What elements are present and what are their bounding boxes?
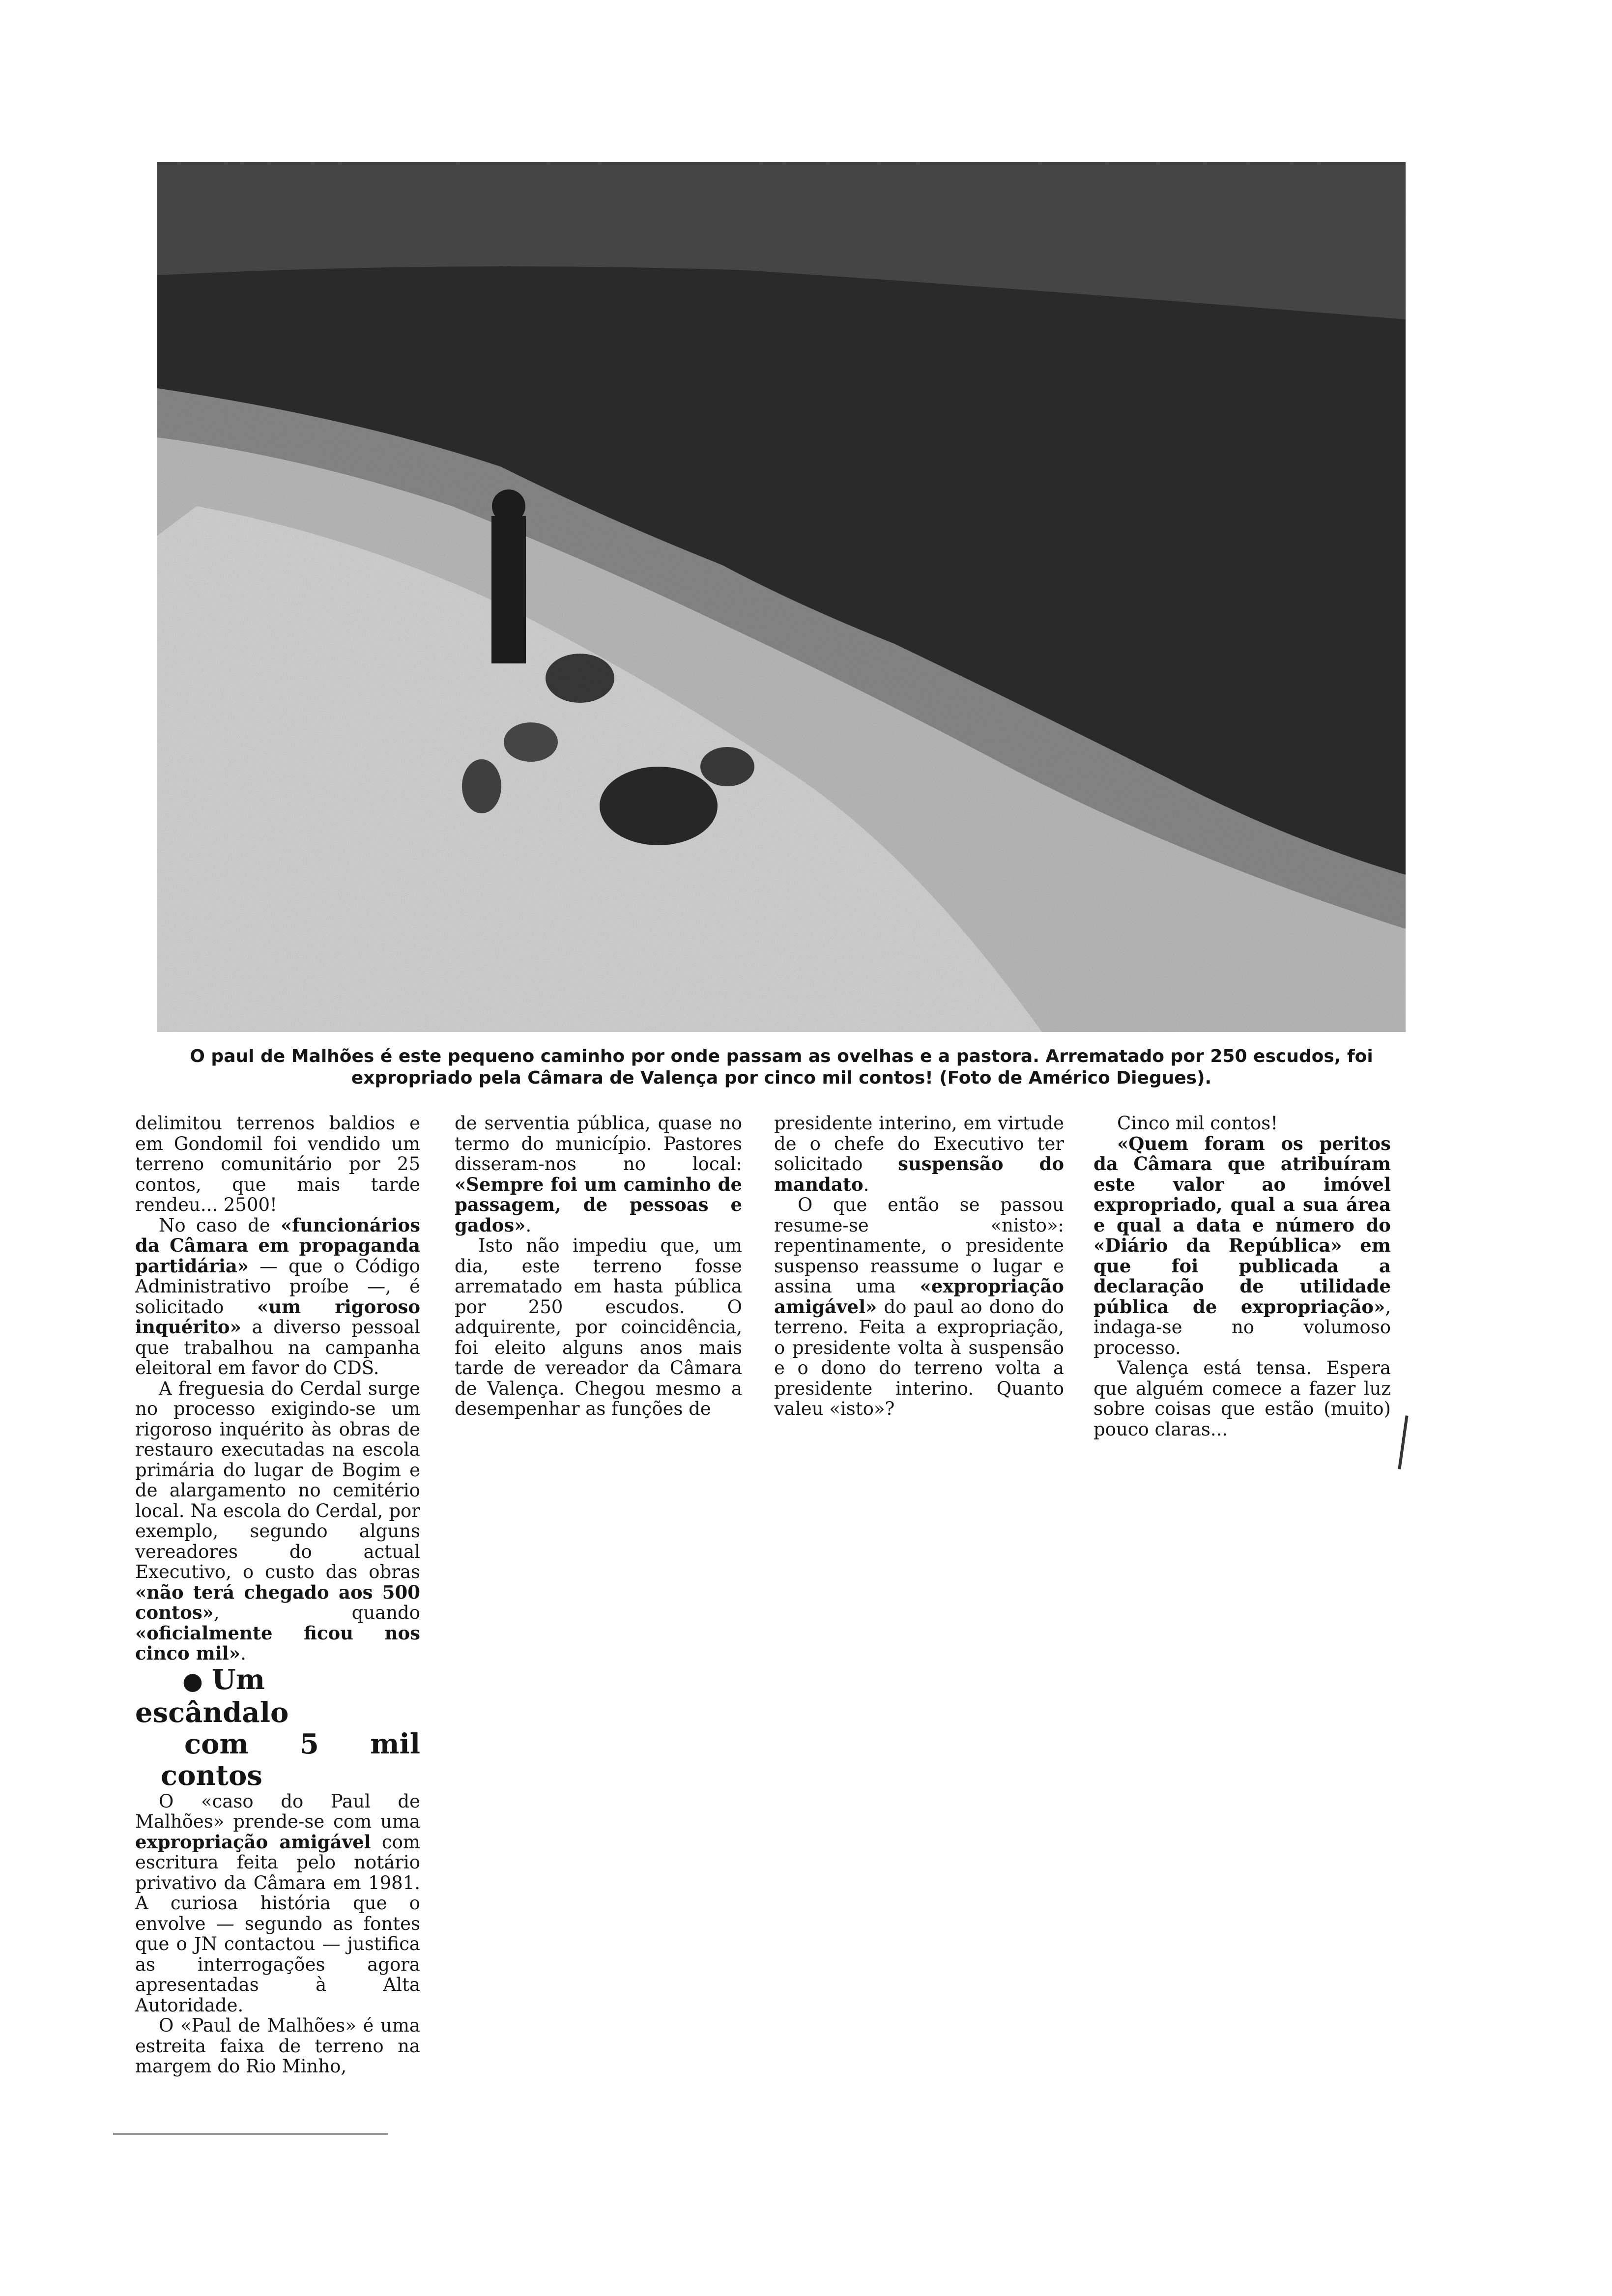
paragraph: «Quem foram os peritos da Câmara que atribuíram este valor ao imóvel expropriado, qual a sua área e qual a data e número do «Diário da República» em que foi publicada a declaração de utilidade pública de expropriação», indaga-se no volumoso processo. — [1094, 1132, 1391, 1358]
news-photo — [157, 162, 1406, 1032]
scan-mark — [113, 2133, 388, 2135]
paragraph: A freguesia do Cerdal surge no processo exigindo-se um rigoroso inquérito às obras de restauro executadas na escola primária do lugar de Bogim e de alargamento no cemitério local. Na escola do Cerdal, por exemplo, segundo alguns vereadores do actual Executivo, o custo das obras «não terá chegado aos 500 contos», quando «oficialmente ficou nos cinco mil». — [135, 1378, 420, 1664]
bullet-icon: ● — [182, 1667, 203, 1695]
photo-riverbank-sheep-shepherdess — [157, 162, 1406, 1032]
paragraph: O «caso do Paul de Malhões» prende-se com uma expropriação amigável com escritura feita pelo notário privativo da Câmara em 1981. A curiosa história que o envolve — segundo as fontes que o JN contactou — justifica as interrogações agora apresentadas à Alta Autoridade. — [135, 1790, 420, 2016]
photo-caption: O paul de Malhões é este pequeno caminho por onde passam as ovelhas e a pastora. Arrematado por 250 escudos, foi expropriado pela Câmara de Valença por cinco mil contos! (Foto de Américo Diegues). — [190, 1046, 1373, 1088]
paragraph: delimitou terrenos baldios e em Gondomil foi vendido um terreno comunitário por 25 contos, que mais tarde rendeu... 2500! — [135, 1113, 420, 1215]
article-column-1 — [135, 1113, 420, 2077]
article-column-4 — [1094, 1113, 1391, 1439]
paragraph: de serventia pública, quase no termo do município. Pastores disseram-nos no local: «Sempre foi um caminho de passagem, de pessoas e gados». — [455, 1113, 742, 1236]
paragraph: Cinco mil contos! — [1117, 1113, 1278, 1134]
paragraph: Isto não impediu que, um dia, este terreno fosse arrematado em hasta pública por 250 escudos. O adquirente, por coincidência, foi eleito alguns anos mais tarde de vereador da Câmara de Valença. Chegou mesmo a desempenhar as funções de — [455, 1235, 742, 1419]
paragraph: O que então se passou resume-se «nisto»: repentinamente, o presidente suspenso reassume o lugar e assina uma «expropriação amigável» do paul ao dono do terreno. Feita a expropriação, o presidente volta à suspensão e o dono do terreno volta a presidente interino. Quanto valeu «isto»? — [774, 1194, 1064, 1419]
paragraph: No caso de «funcionários da Câmara em propaganda partidária» — que o Código Administrativo proíbe —, é solicitado «um rigoroso inquérito» a diverso pessoal que trabalhou na campanha eleitoral em favor do CDS. — [135, 1214, 421, 1378]
article-column-2 — [455, 1113, 742, 1419]
paragraph: presidente interino, em virtude de o chefe do Executivo ter solicitado suspensão do mandato. — [774, 1113, 1064, 1195]
paragraph: Valença está tensa. Espera que alguém comece a fazer luz sobre coisas que estão (muito) pouco claras... — [1094, 1357, 1391, 1440]
article-column-3 — [774, 1113, 1064, 1419]
section-subheading: ● Um escândalo com 5 mil contos — [135, 1663, 420, 1792]
paragraph: O «Paul de Malhões» é uma estreita faixa de terreno na margem do Rio Minho, — [135, 2015, 420, 2077]
scan-mark — [1398, 1415, 1408, 1469]
